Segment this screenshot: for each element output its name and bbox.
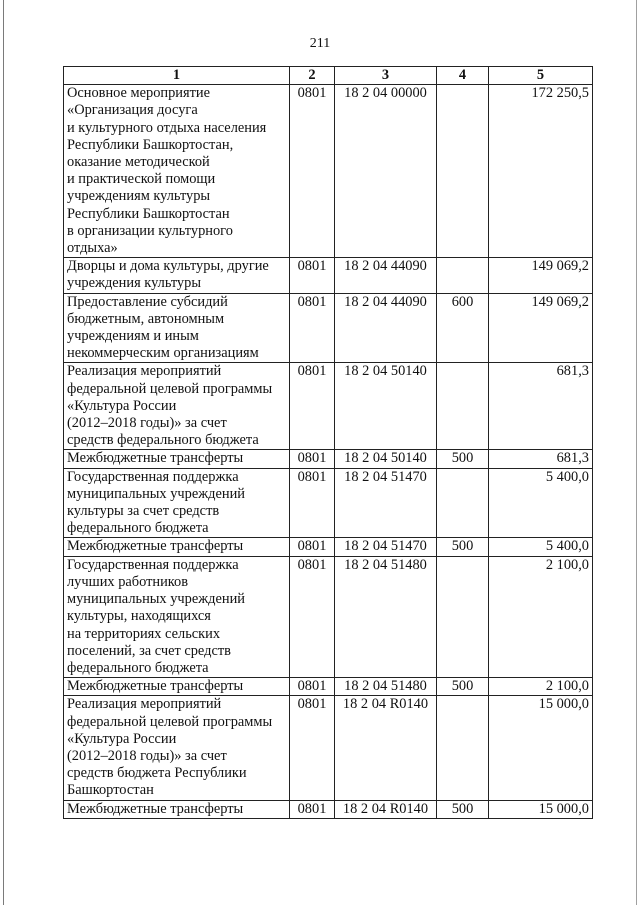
target-article-cell: 18 2 04 51470: [335, 538, 437, 556]
item-name-line: федеральной целевой программы: [67, 713, 273, 730]
item-name-line: лучших работников: [67, 573, 189, 590]
scan-edge-right: [636, 0, 637, 905]
item-name-cell: [64, 468, 290, 538]
expense-type-cell: 500: [437, 800, 489, 818]
item-name-cell: [64, 85, 290, 258]
amount-cell: 5 400,0: [489, 468, 593, 538]
item-name-cell: [64, 450, 290, 468]
header-col-4: 4: [437, 67, 489, 85]
item-name-line: учреждения культуры: [67, 275, 201, 292]
item-name-line: учреждениям культуры: [67, 188, 211, 205]
item-name-line: «Культура России: [67, 397, 177, 414]
table-row: [64, 258, 593, 293]
table-body: [64, 85, 593, 819]
section-code-cell: 0801: [290, 85, 335, 258]
target-article-cell: 18 2 04 50140: [335, 363, 437, 450]
item-name-line: федерального бюджета: [67, 659, 209, 676]
target-article-cell: 18 2 04 R0140: [335, 800, 437, 818]
item-name-line: Реализация мероприятий: [67, 363, 222, 380]
amount-cell: 15 000,0: [489, 800, 593, 818]
page-number: 211: [309, 36, 331, 51]
item-name-line: муниципальных учреждений: [67, 591, 245, 608]
table-row: [64, 363, 593, 450]
amount-cell: 681,3: [489, 450, 593, 468]
item-name-cell: [64, 800, 290, 818]
item-name-line: Основное мероприятие: [67, 85, 211, 102]
expense-type-cell: [437, 556, 489, 677]
target-article-cell: 18 2 04 50140: [335, 450, 437, 468]
item-name-line: Республики Башкортостан,: [67, 136, 234, 153]
item-name-line: учреждениям и иным: [67, 328, 199, 345]
item-name-line: отдыха»: [67, 240, 118, 257]
item-name-line: «Организация досуга: [67, 102, 198, 119]
target-article-cell: 18 2 04 51480: [335, 556, 437, 677]
expense-type-cell: 500: [437, 678, 489, 696]
item-name-cell: [64, 258, 290, 293]
amount-cell: 15 000,0: [489, 696, 593, 800]
amount-cell: 2 100,0: [489, 678, 593, 696]
item-name-line: на территориях сельских: [67, 625, 221, 642]
item-name-line: бюджетным, автономным: [67, 310, 225, 327]
header-col-1: 1: [64, 67, 290, 85]
expense-type-cell: 500: [437, 450, 489, 468]
amount-cell: 149 069,2: [489, 293, 593, 363]
item-name-line: Реализация мероприятий: [67, 696, 222, 713]
item-name-cell: [64, 538, 290, 556]
header-row: [64, 67, 593, 85]
target-article-cell: 18 2 04 R0140: [335, 696, 437, 800]
target-article-cell: 18 2 04 44090: [335, 293, 437, 363]
section-code-cell: 0801: [290, 800, 335, 818]
table-header: [64, 67, 593, 85]
item-name-line: Предоставление субсидий: [67, 293, 228, 310]
item-name-line: Республики Башкортостан: [67, 205, 230, 222]
expense-type-cell: [437, 468, 489, 538]
table-row: [64, 696, 593, 800]
expense-type-cell: [437, 258, 489, 293]
expense-type-cell: [437, 696, 489, 800]
target-article-cell: 18 2 04 44090: [335, 258, 437, 293]
target-article-cell: 18 2 04 51470: [335, 468, 437, 538]
table-row: [64, 678, 593, 696]
item-name-line: Межбюджетные трансферты: [67, 538, 244, 555]
target-article-cell: 18 2 04 51480: [335, 678, 437, 696]
item-name-line: Межбюджетные трансферты: [67, 678, 244, 695]
item-name-cell: [64, 363, 290, 450]
amount-cell: 2 100,0: [489, 556, 593, 677]
item-name-line: (2012–2018 годы)» за счет: [67, 747, 227, 764]
item-name-line: в организации культурного: [67, 222, 233, 239]
item-name-cell: [64, 293, 290, 363]
table-row: [64, 556, 593, 677]
item-name-line: культуры, находящихся: [67, 608, 211, 625]
scan-edge-left: [3, 0, 4, 905]
section-code-cell: 0801: [290, 678, 335, 696]
item-name-line: и практической помощи: [67, 171, 216, 188]
item-name-line: Башкортостан: [67, 782, 154, 799]
amount-cell: 5 400,0: [489, 538, 593, 556]
item-name-line: «Культура России: [67, 730, 177, 747]
item-name-line: федерального бюджета: [67, 520, 209, 537]
item-name-cell: [64, 678, 290, 696]
item-name-line: муниципальных учреждений: [67, 485, 245, 502]
header-col-5: 5: [489, 67, 593, 85]
amount-cell: 149 069,2: [489, 258, 593, 293]
section-code-cell: 0801: [290, 538, 335, 556]
expense-type-cell: [437, 363, 489, 450]
section-code-cell: 0801: [290, 696, 335, 800]
item-name-cell: [64, 696, 290, 800]
section-code-cell: 0801: [290, 363, 335, 450]
table-row: [64, 468, 593, 538]
table-row: [64, 293, 593, 363]
target-article-cell: 18 2 04 00000: [335, 85, 437, 258]
item-name-line: средств федерального бюджета: [67, 432, 259, 449]
amount-cell: 172 250,5: [489, 85, 593, 258]
item-name-line: Государственная поддержка: [67, 556, 239, 573]
section-code-cell: 0801: [290, 258, 335, 293]
item-name-line: оказание методической: [67, 154, 210, 171]
item-name-line: Межбюджетные трансферты: [67, 800, 244, 817]
budget-table: [63, 66, 593, 819]
table-row: [64, 450, 593, 468]
header-col-3: 3: [335, 67, 437, 85]
table-row: [64, 85, 593, 258]
item-name-line: Государственная поддержка: [67, 468, 239, 485]
item-name-line: некоммерческим организациям: [67, 345, 259, 362]
item-name-line: средств бюджета Республики: [67, 765, 247, 782]
item-name-line: федеральной целевой программы: [67, 380, 273, 397]
section-code-cell: 0801: [290, 556, 335, 677]
section-code-cell: 0801: [290, 450, 335, 468]
expense-type-cell: [437, 85, 489, 258]
item-name-line: Дворцы и дома культуры, другие: [67, 258, 269, 275]
item-name-line: культуры за счет средств: [67, 503, 220, 520]
table-row: [64, 800, 593, 818]
section-code-cell: 0801: [290, 468, 335, 538]
table-row: [64, 538, 593, 556]
item-name-cell: [64, 556, 290, 677]
expense-type-cell: 600: [437, 293, 489, 363]
item-name-line: Межбюджетные трансферты: [67, 450, 244, 467]
item-name-line: и культурного отдыха населения: [67, 119, 267, 136]
header-col-2: 2: [290, 67, 335, 85]
amount-cell: 681,3: [489, 363, 593, 450]
item-name-line: (2012–2018 годы)» за счет: [67, 415, 227, 432]
item-name-line: поселений, за счет средств: [67, 642, 231, 659]
section-code-cell: 0801: [290, 293, 335, 363]
expense-type-cell: 500: [437, 538, 489, 556]
